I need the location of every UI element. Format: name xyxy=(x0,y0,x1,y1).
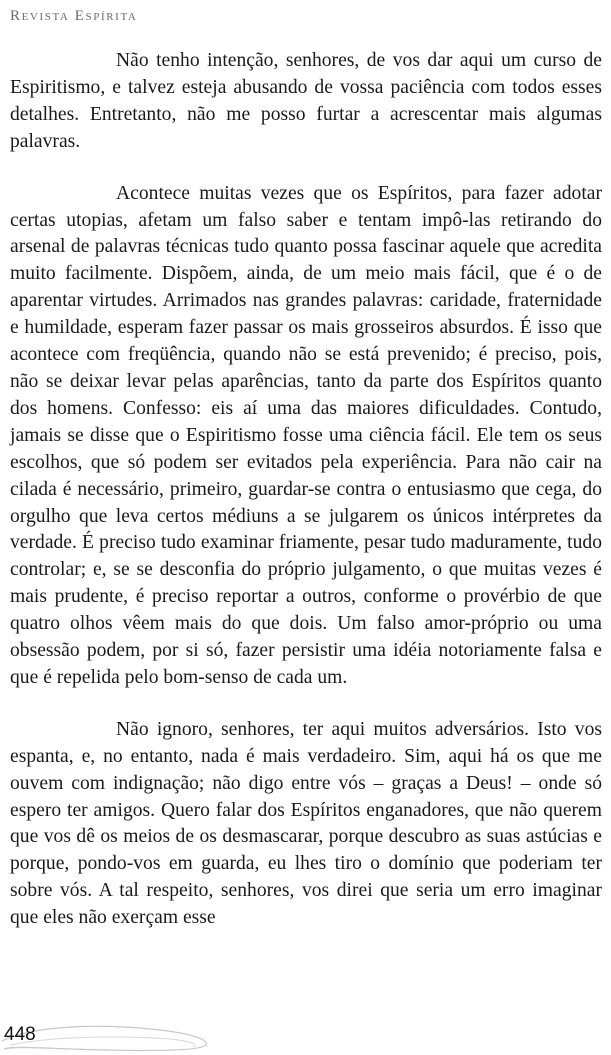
footer-swash-ornament xyxy=(0,1015,260,1055)
page-footer xyxy=(0,1015,611,1055)
paragraph-2: Acontece muitas vezes que os Espíritos, para fazer adotar certas utopias, afetam um falso saber e tentam impô-las retirando do arsenal de palavras técnicas tudo quanto possa fascinar aquele que acredita muito facilmente. Dispõem, ainda, de um meio mais fácil, que é o de aparentar virtudes. Arrimados nas grandes palavras: caridade, fraternidade e humildade, esperam fazer passar os mais grosseiros absurdos. É isso que acontece com freqüência, quando não se está prevenido; é preciso, pois, não se deixar levar pelas aparências, tanto da parte dos Espíritos quanto dos homens. Confesso: eis aí uma das maiores dificuldades. Contudo, jamais se disse que o Espiritismo fosse uma ciência fácil. Ele tem os seus escolhos, que só podem ser evitados pela experiência. Para não cair na cilada é necessário, primeiro, guardar-se contra o entusiasmo que cega, do orgulho que leva certos médiuns a se julgarem os únicos intérpretes da verdade. É preciso tudo examinar friamente, pesar tudo maduramente, tudo controlar; e, se se desconfia do próprio julgamento, o que muitas vezes é mais prudente, é preciso reportar a outros, conforme o provérbio de que quatro olhos vêem mais do que dois. Um falso amor-próprio ou uma obsessão podem, por si só, fazer persistir uma idéia notoriamente falsa e que é repelida pelo bom-senso de cada um. xyxy=(10,182,602,688)
page-body xyxy=(10,48,602,932)
running-head-title: Revista Espírita xyxy=(10,8,138,24)
page-number: 448 xyxy=(4,1024,36,1045)
paragraph-3: Não ignoro, senhores, ter aqui muitos adversários. Isto vos espanta, e, no entanto, nada é mais verdadeiro. Sim, aqui há os que me ouvem com indignação; não digo entre vós – graças a Deus! – onde só espero ter amigos. Quero falar dos Espíritos enganadores, que não querem que vos dê os meios de os desmascarar, porque descubro as suas astúcias e porque, pondo-vos em guarda, eu lhes tiro o domínio que poderiam ter sobre vós. A tal respeito, senhores, vos direi que seria um erro imaginar que eles não exerçam esse xyxy=(10,718,602,929)
paragraph-1: Não tenho intenção, senhores, de vos dar aqui um curso de Espiritismo, e talvez esteja abusando de vossa paciência com todos esses detalhes. Entretanto, não me posso furtar a acrescentar mais algumas palavras. xyxy=(10,50,602,152)
